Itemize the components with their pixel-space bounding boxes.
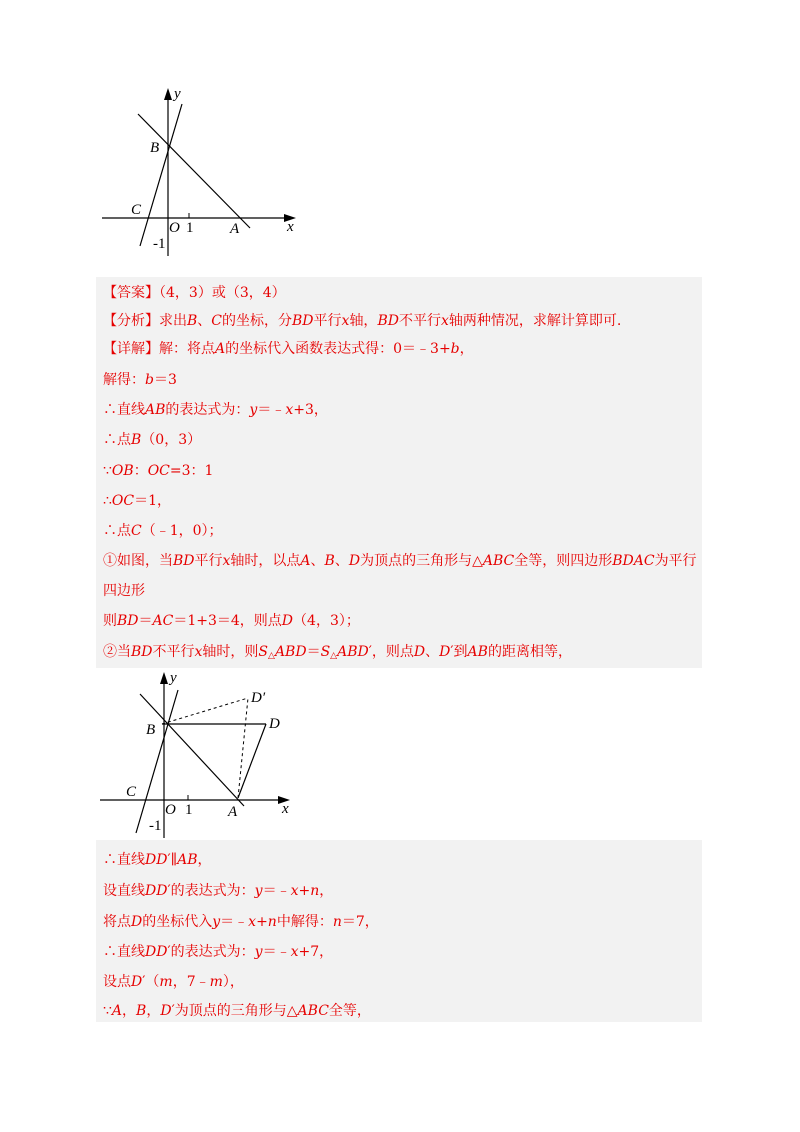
detail-line-9: 四边形 xyxy=(103,583,145,599)
label-x: x xyxy=(287,219,294,235)
label-a: A xyxy=(230,221,240,237)
label-b: B xyxy=(146,722,156,738)
detail-line-7: ∴点C（﹣1，0）； xyxy=(103,523,223,539)
detail-line-14: 将点D的坐标代入y＝﹣x+n中解得：n＝7， xyxy=(103,914,379,930)
detail-line-12: ∴直线DD′∥AB， xyxy=(103,852,212,868)
analysis-line: 【分析】求出B、C的坐标，分BD平行x轴，BD不平行x轴两种情况，求解计算即可. xyxy=(103,313,622,329)
detail-line-13: 设直线DD′的表达式为：y＝﹣x+n， xyxy=(103,883,334,899)
detail-line-8: ①如图，当BD平行x轴时，以点A、B、D为顶点的三角形与△ABC全等，则四边形BDAC为平行 xyxy=(103,553,697,569)
detail-line-11: ②当BD不平行x轴时，则$S_\triangle ABD=S_\triangle ABD'$，则点D、D′到AB的距离相等， xyxy=(103,644,572,661)
label-b: B xyxy=(150,140,160,156)
detail-line-17: ∵A，B，D′为顶点的三角形与△ABC全等， xyxy=(103,1003,371,1019)
detail-line-5: ∵OB：OC=3：1 xyxy=(103,463,214,479)
detail-line-2: 解得：b＝3 xyxy=(103,372,177,388)
y-axis-arrow xyxy=(164,88,172,100)
label-o: O xyxy=(165,802,176,818)
label-d-prime: D′ xyxy=(251,690,266,706)
label-x: x xyxy=(282,801,289,817)
y-axis-arrow xyxy=(160,672,168,684)
line-ab xyxy=(138,114,250,228)
segment-ad-prime xyxy=(238,698,248,798)
detail-line-6: ∴OC＝1， xyxy=(103,493,172,509)
label-neg1: -1 xyxy=(153,236,166,252)
label-neg1: -1 xyxy=(149,818,162,834)
label-y: y xyxy=(170,670,177,686)
label-c: C xyxy=(131,202,142,218)
label-a: A xyxy=(228,804,238,820)
detail-line-1: 【详解】解：将点A的坐标代入函数表达式得：0＝﹣3+b， xyxy=(103,341,474,357)
label-one: 1 xyxy=(186,220,194,236)
label-c: C xyxy=(126,784,137,800)
coordinate-figure-top xyxy=(96,84,302,260)
detail-line-16: 设点D′（m，7﹣m）， xyxy=(103,974,244,990)
detail-line-4: ∴点B（0，3） xyxy=(103,432,202,448)
label-one: 1 xyxy=(185,802,193,818)
detail-line-3: ∴直线AB的表达式为：y＝﹣x+3， xyxy=(103,402,328,418)
label-y: y xyxy=(174,86,181,102)
line-ab xyxy=(140,694,244,806)
answer-line: 【答案】（4，3）或（3，4） xyxy=(103,285,286,301)
label-o: O xyxy=(169,220,180,236)
detail-line-15: ∴直线DD′的表达式为：y＝﹣x+7， xyxy=(103,944,334,960)
coordinate-figure-bottom xyxy=(96,668,296,840)
detail-line-10: 则BD＝AC＝1+3＝4，则点D（4，3）； xyxy=(103,613,360,629)
label-d: D xyxy=(269,716,280,732)
